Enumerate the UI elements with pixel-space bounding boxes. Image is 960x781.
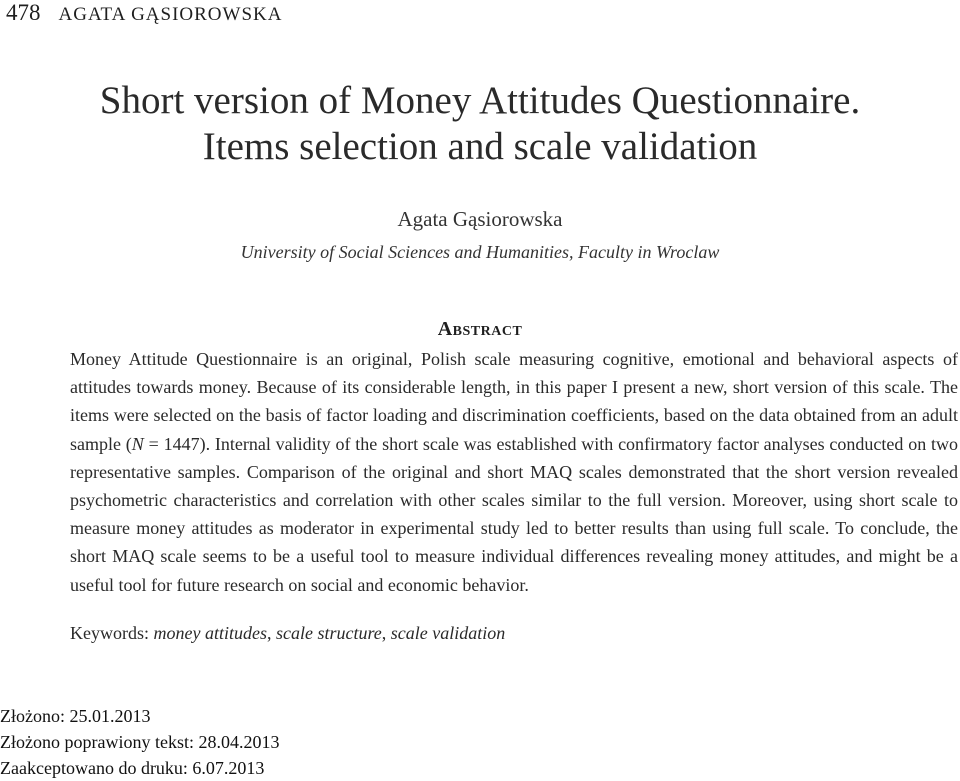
date-revised: Złożono poprawiony tekst: 28.04.2013 — [0, 732, 280, 752]
keywords-label: Keywords: — [70, 623, 149, 643]
title-line-1: Short version of Money Attitudes Questionnaire. — [99, 79, 861, 122]
abstract-text-part-1: Money Attitude Questionnaire is an original, Polish scale measuring cognitive, emotional and behavioral aspects of attitudes towards money. Because of its considerable length, in this paper I present a new, short version of this scale. The items were selected on the basis of factor loading and discrimination coefficients, based on the data obtained from an adult sample ( — [70, 349, 958, 454]
abstract-text-part-2: = 1447). Internal validity of the short scale was established with confirmatory factor analyses conducted on two representative samples. Comparison of the original and short MAQ scales demonstrated that the short version revealed psychometric characteristics and correlation with other scales similar to the full version. Moreover, using short scale to measure money attitudes as moderator in experimental study led to better results than using full scale. To conclude, the short MAQ scale seems to be a useful tool to measure individual differences revealing money attitudes, and might be a useful tool for future research on social and economic behavior. — [70, 433, 958, 595]
author-affiliation: University of Social Sciences and Humanities, Faculty in Wroclaw — [240, 242, 720, 262]
keyword-2: scale structure — [275, 623, 382, 643]
page-header — [6, 0, 282, 26]
date-accepted: Zaakceptowano do druku: 6.07.2013 — [0, 758, 265, 778]
abstract-heading: Abstract — [437, 318, 523, 340]
sample-size-symbol: N — [131, 433, 144, 454]
title-line-2: Items selection and scale validation — [202, 125, 758, 168]
keyword-3: scale validation — [390, 623, 506, 643]
abstract-paragraph — [70, 345, 958, 599]
date-submitted: Złożono: 25.01.2013 — [0, 706, 151, 726]
author-name: Agata Gąsiorowska — [397, 207, 563, 231]
running-head: AGATA GĄSIOROWSKA — [58, 4, 283, 25]
keywords: Keywords: money attitudes, scale structure, scale validation — [70, 623, 506, 643]
publication-dates — [0, 703, 279, 781]
abstract-body — [70, 345, 958, 599]
paper-title — [0, 78, 960, 170]
page-number: 478 — [6, 0, 41, 25]
keyword-1: money attitudes — [153, 623, 267, 643]
